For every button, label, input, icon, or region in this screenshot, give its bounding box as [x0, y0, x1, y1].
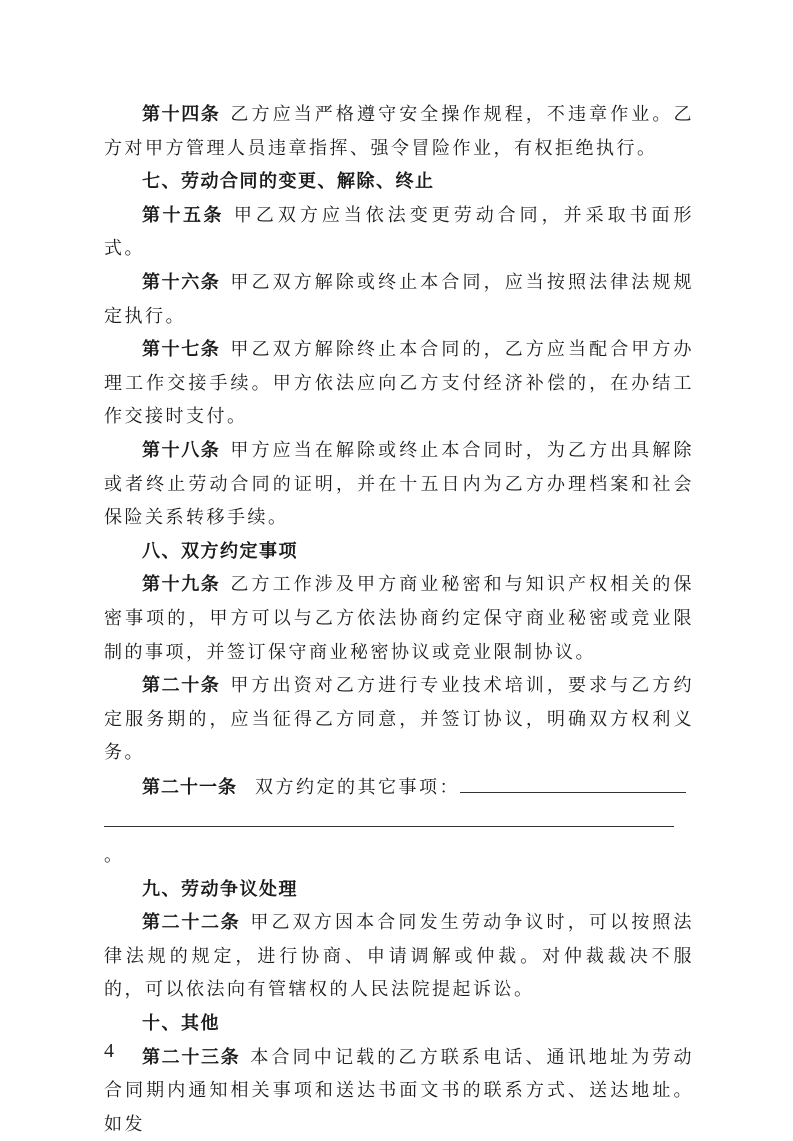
article-21 — [104, 770, 694, 805]
article-label: 第二十二条 — [142, 912, 241, 934]
article-label: 第十八条 — [142, 439, 221, 461]
article-18 — [104, 434, 694, 535]
article-16 — [104, 266, 694, 333]
article-text: 乙方应当严格遵守安全操作规程，不违章作业。乙方对甲方管理人员违章指挥、强令冒险作业，有权拒绝执行。 — [104, 104, 695, 159]
article-20 — [104, 669, 694, 770]
article-label: 第十七条 — [142, 339, 221, 361]
article-23 — [104, 1041, 694, 1141]
article-text: 甲乙双方因本合同发生劳动争议时，可以按照法律法规的规定，进行协商、申请调解或仲裁。对仲裁裁决不服的，可以依法向有管辖权的人民法院提起诉讼。 — [104, 912, 695, 1001]
section-heading-7: 七、劳动合同的变更、解除、终止 — [142, 171, 435, 193]
article-text: 本合同中记载的乙方联系电话、通讯地址为劳动合同期内通知相关事项和送达书面文书的联系方式、送达地址。如发 — [104, 1046, 695, 1135]
article-19 — [104, 568, 694, 669]
article-text: 甲乙双方解除终止本合同的，乙方应当配合甲方办理工作交接手续。甲方依法应向乙方支付经济补偿的，在办结工作交接时支付。 — [104, 339, 695, 428]
article-22 — [104, 906, 694, 1007]
article-label: 第二十条 — [142, 675, 221, 697]
section-heading-8: 八、双方约定事项 — [142, 540, 298, 562]
article-label: 第十四条 — [142, 104, 221, 125]
article-text: 甲方出资对乙方进行专业技术培训，要求与乙方约定服务期的，应当征得乙方同意，并签订协议，明确双方权利义务。 — [104, 675, 695, 764]
article-label: 第十六条 — [142, 271, 221, 293]
document-body — [104, 98, 694, 1141]
article-text: 甲方应当在解除或终止本合同时，为乙方出具解除或者终止劳动合同的证明，并在十五日内为乙方办理档案和社会保险关系转移手续。 — [104, 439, 695, 529]
article-14 — [104, 98, 694, 165]
blank-fill-line-1[interactable] — [460, 770, 686, 793]
article-label: 第十五条 — [142, 204, 224, 226]
article-21-continuation — [104, 804, 694, 872]
article-17 — [104, 333, 694, 434]
page-number: 4 — [104, 1040, 114, 1062]
article-label: 第二十一条 — [142, 776, 237, 798]
article-text: 甲乙双方应当依法变更劳动合同，并采取书面形式。 — [104, 204, 695, 260]
blank-fill-line-2[interactable] — [104, 804, 674, 827]
article-end-mark: 。 — [104, 845, 125, 867]
section-heading-10: 十、其他 — [142, 1013, 220, 1035]
article-text: 双方约定的其它事项： — [255, 776, 460, 798]
article-15 — [104, 199, 694, 266]
section-heading-9: 九、劳动争议处理 — [142, 878, 298, 900]
article-label: 第十九条 — [142, 574, 221, 596]
article-text: 乙方工作涉及甲方商业秘密和与知识产权相关的保密事项的，甲方可以与乙方依法协商约定保守商业秘密或竞业限制的事项，并签订保守商业秘密协议或竞业限制协议。 — [104, 574, 695, 663]
article-text: 甲乙双方解除或终止本合同，应当按照法律法规规定执行。 — [104, 271, 695, 327]
article-label: 第二十三条 — [142, 1046, 241, 1068]
